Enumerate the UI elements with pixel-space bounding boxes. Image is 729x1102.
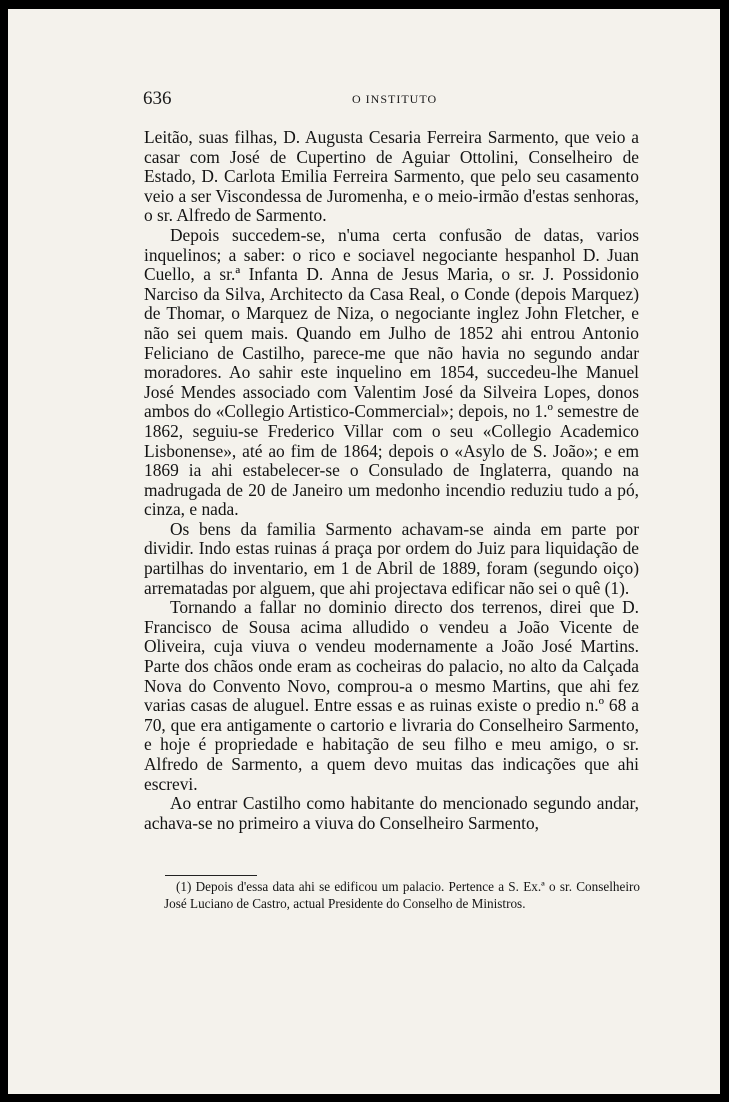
paragraph-inquilinos: Depois succedem-se, n'uma certa confusão de datas, varios inquelinos; a saber: o rico e sociavel negociante hespanhol D. Juan Cuello, a sr.ª Infanta D. Anna de Jesus Maria, o sr. J. Possidonio Narciso da Silva, Architecto da Casa Real, o Conde (depois Marquez) de Thomar, o Marquez de Niza, o negociante inglez John Fletcher, e não sei quem mais. Quando em Julho de 1852 ahi entrou Antonio Feliciano de Castilho, parece-me que não havia no segundo andar moradores. Ao sahir este inquelino em 1854, succedeu-lhe Manuel José Mendes associado com Valentim José da Silveira Lopes, donos ambos do «Collegio Artistico-Commercial»; depois, no 1.º semestre de 1862, seguiu-se Frederico Villar com o seu «Collegio Academico Lisbonense», até ao fim de 1864; depois o «Asylo de S. João»; e em 1869 ia ahi estabelecer-se o Consulado de Inglaterra, quando na madrugada de 20 de Janeiro um medonho incendio reduziu tudo a pó, cinza, e nada. bbox=[144, 224, 639, 520]
footnote-divider bbox=[165, 875, 257, 876]
paragraph-castilho: Ao entrar Castilho como habitante do mencionado segundo andar, achava-se no primeiro a viuva do Conselheiro Sarmento, bbox=[144, 793, 639, 833]
body-text bbox=[144, 128, 639, 833]
paragraph-continuation: Leitão, suas filhas, D. Augusta Cesaria Ferreira Sarmento, que veio a casar com José de Cupertino de Aguiar Ottolini, Conselheiro de Estado, D. Carlota Emilia Ferreira Sarmento, que pelo seu casamento veio a ser Viscondessa de Juromenha, e o meio-irmão d'estas senhoras, o sr. Alfredo de Sarmento. bbox=[144, 127, 639, 226]
footnote-text: (1) Depois d'essa data ahi se edificou um palacio. Pertence a S. Ex.ª o sr. Conselheiro José Luciano de Castro, actual Presidente do Conselho de Ministros. bbox=[164, 879, 640, 911]
paragraph-bens-sarmento: Os bens da familia Sarmento achavam-se ainda em parte por dividir. Indo estas ruinas á praça por ordem do Juiz para liquidação de partilhas do inventario, em 1 de Abril de 1889, foram (segundo oiço) arrematadas por alguem, que ahi projectava edificar não sei o quê (1). bbox=[144, 518, 639, 598]
paragraph-dominio-directo: Tornando a fallar no dominio directo dos terrenos, direi que D. Francisco de Sousa acima alludido o vendeu a João Vicente de Oliveira, cuja viuva o vendeu modernamente a João José Martins. Parte dos chãos onde eram as cocheiras do palacio, no alto da Calçada Nova do Convento Novo, comprou-a o mesmo Martins, que ahi fez varias casas de aluguel. Entre essas e as ruinas existe o predio n.º 68 a 70, que era antigamente o cartorio e livraria do Conselheiro Sarmento, e hoje é propriedade e habitação de seu filho e meu amigo, o sr. Alfredo de Sarmento, a quem devo muitas das indicações que ahi escrevi. bbox=[144, 597, 639, 794]
running-title: O INSTITUTO bbox=[352, 92, 438, 106]
page-header bbox=[143, 88, 643, 110]
page-number: 636 bbox=[143, 88, 172, 109]
footnote bbox=[164, 879, 640, 912]
